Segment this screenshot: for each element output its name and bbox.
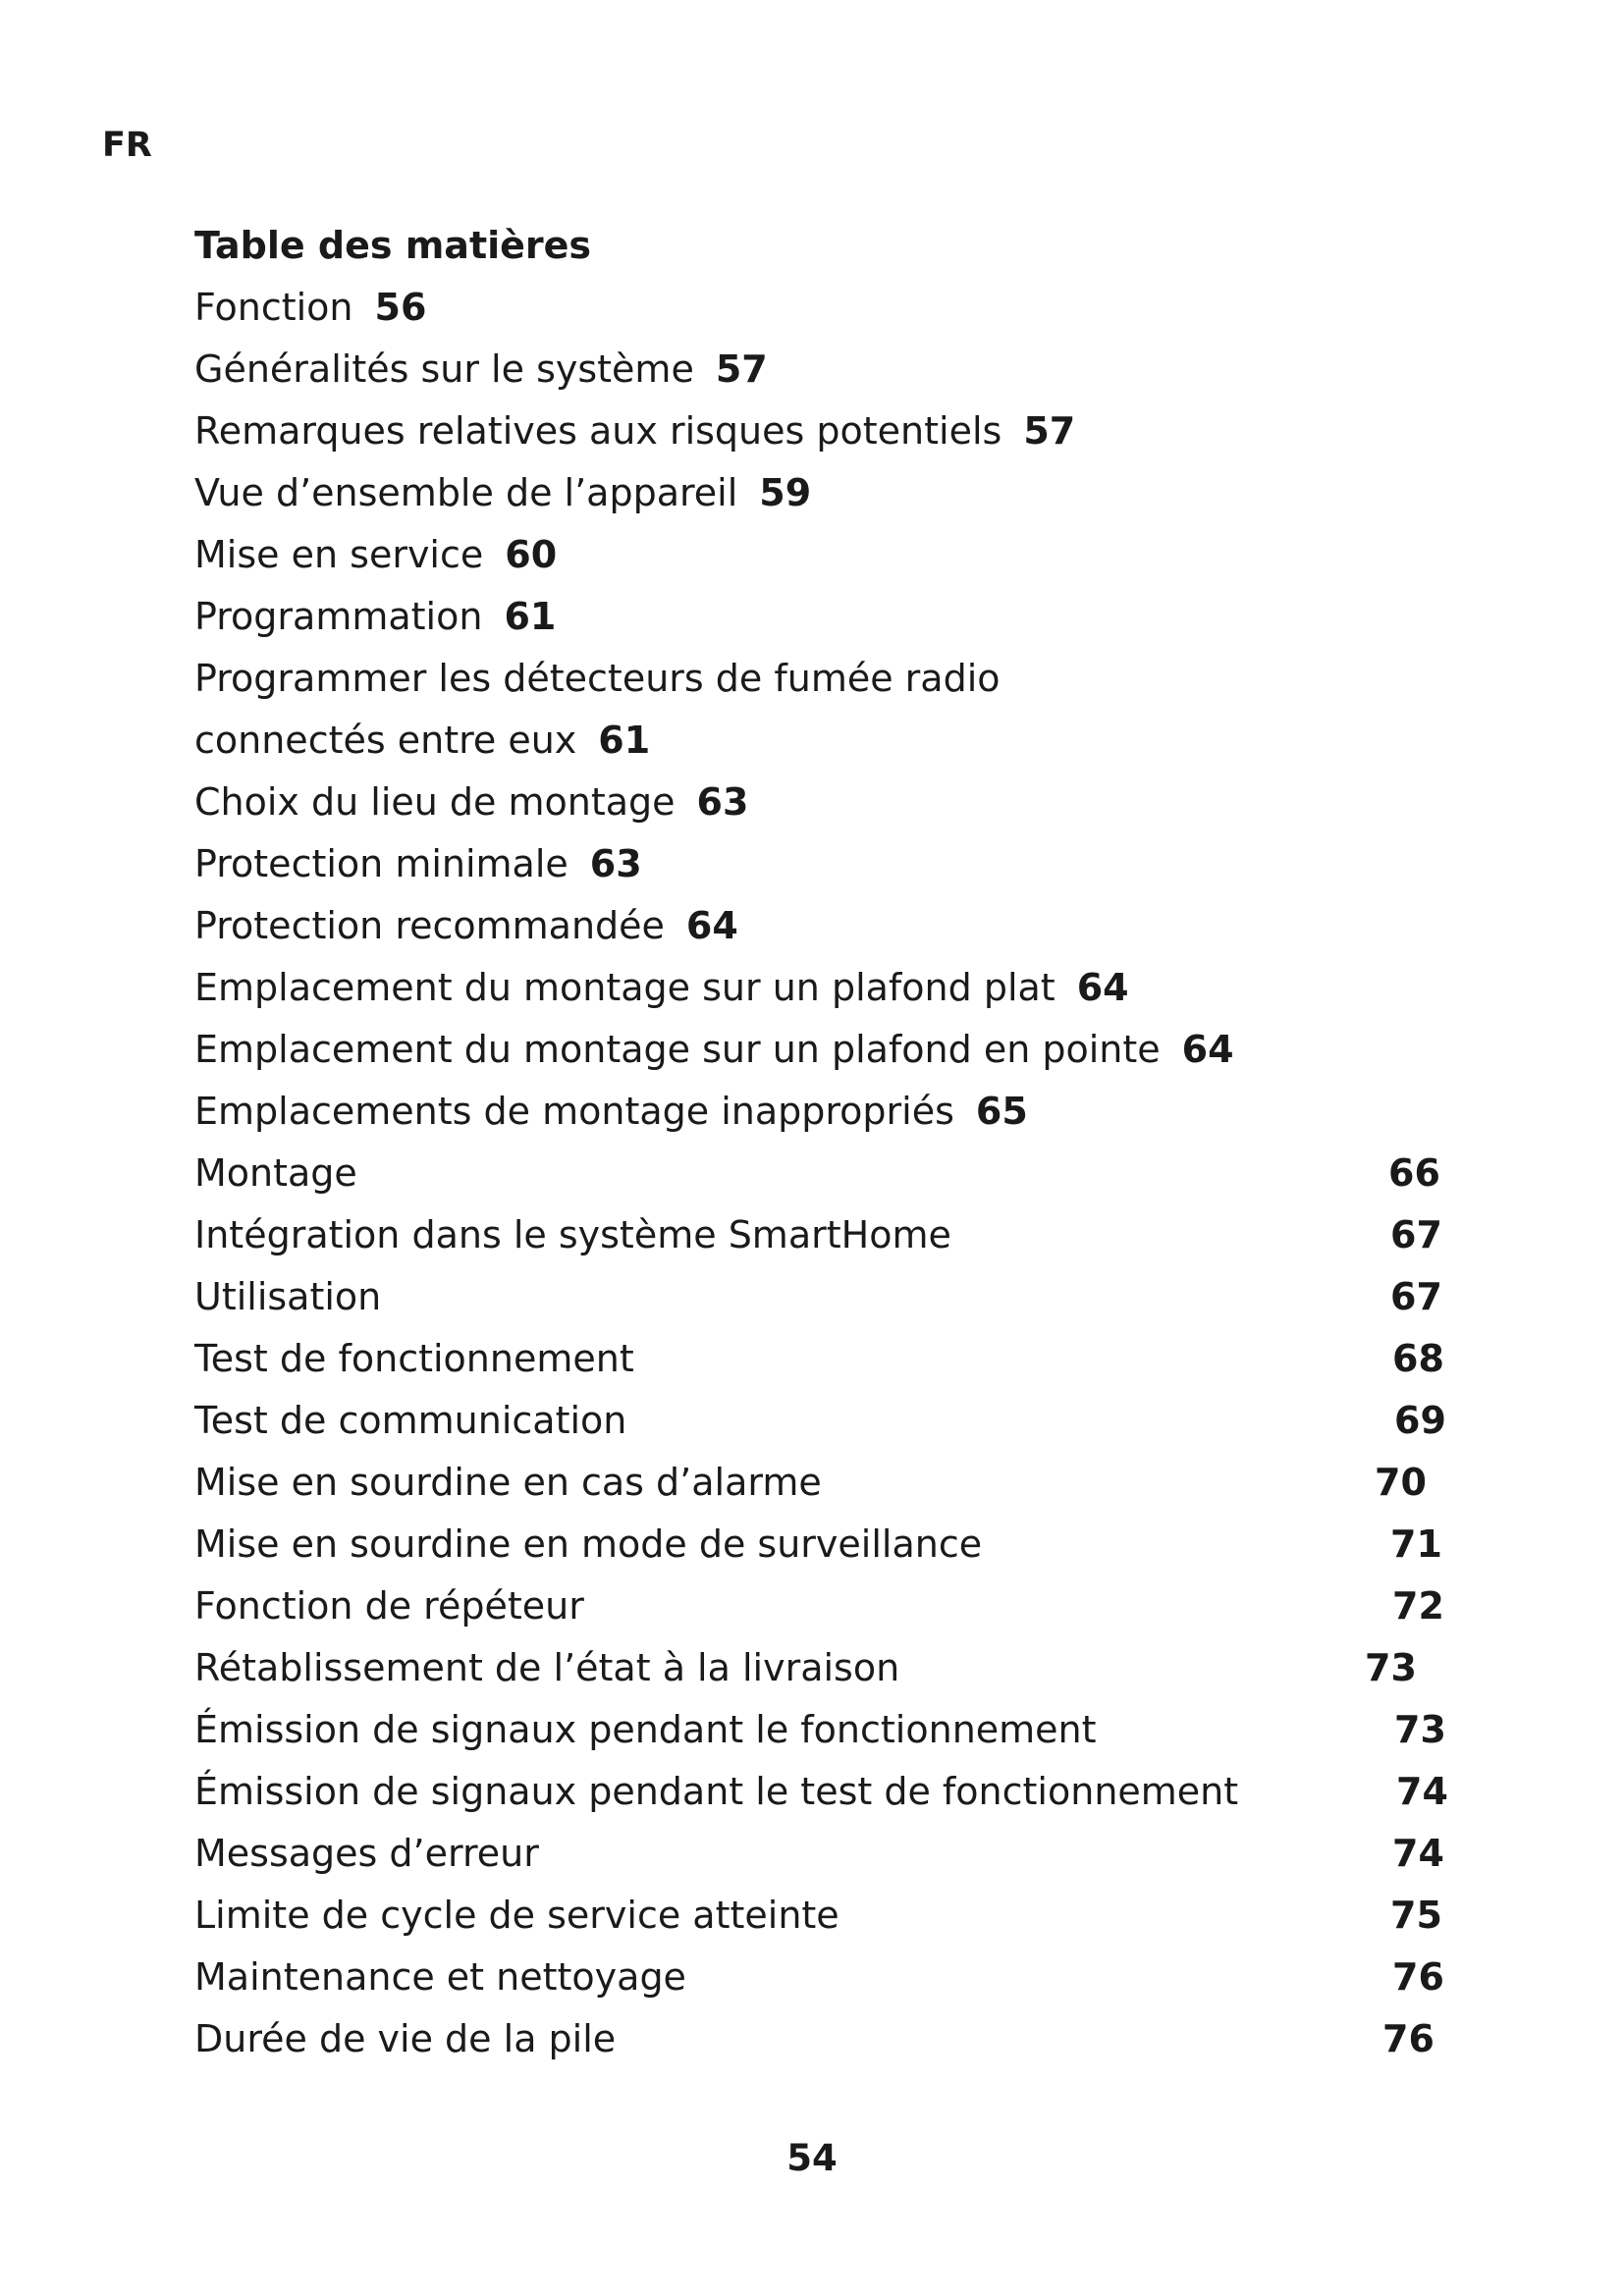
toc-entry-title: Mise en sourdine en cas d’alarme: [194, 1461, 822, 1504]
toc-entry-page: 68: [1392, 1337, 1444, 1380]
toc-entry[interactable]: [194, 339, 1490, 400]
toc-entry-page: 67: [1390, 1213, 1442, 1256]
toc-entry[interactable]: [194, 1019, 1490, 1081]
toc-entry-title: connectés entre eux: [194, 719, 577, 762]
toc-entry-page: 60: [505, 533, 558, 576]
toc-entry[interactable]: [194, 1823, 1490, 1885]
toc-entry-page: 57: [715, 347, 768, 391]
toc-entry-title: Vue d’ensemble de l’appareil: [194, 471, 738, 514]
toc-entry-title: Choix du lieu de montage: [194, 780, 676, 824]
toc-entry[interactable]: [194, 1081, 1490, 1143]
toc-entry-title: Mise en service: [194, 533, 484, 576]
toc-entry-title: Protection recommandée: [194, 904, 665, 947]
toc-entry[interactable]: [194, 277, 1490, 339]
toc-entry-title: Mise en sourdine en mode de surveillance: [194, 1522, 983, 1566]
toc-entry-page: 66: [1388, 1151, 1440, 1195]
toc-entry-title: Programmation: [194, 595, 483, 638]
toc-entry[interactable]: [194, 1390, 1490, 1452]
toc-entry[interactable]: [194, 1266, 1490, 1328]
toc-entry-page: 69: [1394, 1399, 1446, 1442]
toc-entry-title: Test de communication: [194, 1399, 627, 1442]
toc-entry-page: 61: [504, 595, 557, 638]
toc-entry[interactable]: [194, 772, 1490, 833]
toc-entry-page: 73: [1365, 1646, 1417, 1689]
toc-entry[interactable]: [194, 462, 1490, 524]
toc-entry-page: 64: [1076, 966, 1129, 1009]
toc-entry[interactable]: [194, 1143, 1490, 1204]
page-number: 54: [786, 2137, 838, 2179]
toc-entry[interactable]: [194, 2008, 1490, 2070]
toc-entry-line1[interactable]: [194, 648, 1490, 710]
toc-entry-title: Durée de vie de la pile: [194, 2017, 617, 2060]
toc-entry-page: 70: [1375, 1461, 1427, 1504]
toc-entry[interactable]: [194, 586, 1490, 648]
toc-entry[interactable]: [194, 1514, 1490, 1575]
toc-entry-title: Fonction de répéteur: [194, 1584, 584, 1628]
toc-entry[interactable]: [194, 895, 1490, 957]
toc-entry-title: Émission de signaux pendant le fonctionnement: [194, 1708, 1097, 1751]
toc-entry-title: Rétablissement de l’état à la livraison: [194, 1646, 900, 1689]
toc-entry[interactable]: [194, 524, 1490, 586]
toc-entry-page: 59: [759, 471, 812, 514]
toc-entry[interactable]: [194, 1452, 1490, 1514]
toc-entry[interactable]: [194, 833, 1490, 895]
toc-entry[interactable]: [194, 1885, 1490, 1947]
toc-entry[interactable]: [194, 1637, 1490, 1699]
toc-title: Table des matières: [194, 224, 592, 267]
toc-entry-page: 64: [1181, 1028, 1234, 1071]
toc-entry-line2[interactable]: [194, 710, 1490, 772]
toc-entry-title: Montage: [194, 1151, 357, 1195]
toc-entry-title: Programmer les détecteurs de fumée radio: [194, 657, 1001, 700]
toc-entry-page: 63: [696, 780, 749, 824]
toc-entry-title: Utilisation: [194, 1275, 382, 1318]
table-of-contents: [194, 215, 1490, 2070]
toc-entry-title: Intégration dans le système SmartHome: [194, 1213, 951, 1256]
toc-entry-title: Emplacement du montage sur un plafond en pointe: [194, 1028, 1161, 1071]
toc-entry-page: 74: [1396, 1770, 1448, 1813]
toc-entry-title: Protection minimale: [194, 842, 568, 885]
toc-entry-page: 61: [598, 719, 651, 762]
toc-entry[interactable]: [194, 1575, 1490, 1637]
toc-entry[interactable]: [194, 1204, 1490, 1266]
toc-entry-page: 72: [1392, 1584, 1444, 1628]
toc-entry-page: 56: [374, 286, 427, 329]
toc-entry-page: 67: [1390, 1275, 1442, 1318]
toc-entry[interactable]: [194, 1328, 1490, 1390]
toc-entry[interactable]: [194, 1761, 1490, 1823]
toc-entry-title: Émission de signaux pendant le test de fonctionnement: [194, 1770, 1239, 1813]
toc-entry-page: 73: [1394, 1708, 1446, 1751]
toc-entry[interactable]: [194, 1947, 1490, 2008]
toc-entry-title: Test de fonctionnement: [194, 1337, 634, 1380]
toc-entry-page: 76: [1392, 1955, 1444, 1999]
toc-entry-title: Emplacement du montage sur un plafond plat: [194, 966, 1056, 1009]
toc-entry-page: 75: [1390, 1894, 1442, 1937]
toc-entry-title: Fonction: [194, 286, 353, 329]
toc-entry-page: 65: [975, 1090, 1028, 1133]
toc-entry-title: Généralités sur le système: [194, 347, 694, 391]
toc-entry-title: Maintenance et nettoyage: [194, 1955, 686, 1999]
toc-entry[interactable]: [194, 1699, 1490, 1761]
toc-entry-title: Emplacements de montage inappropriés: [194, 1090, 954, 1133]
language-tag: FR: [102, 126, 152, 165]
toc-entry-page: 63: [589, 842, 642, 885]
toc-entry-page: 57: [1023, 409, 1076, 453]
toc-entry[interactable]: [194, 400, 1490, 462]
toc-entry-title: Limite de cycle de service atteinte: [194, 1894, 839, 1937]
toc-entry-page: 71: [1390, 1522, 1442, 1566]
toc-entry-page: 64: [685, 904, 738, 947]
toc-entry-title: Messages d’erreur: [194, 1832, 539, 1875]
toc-entry-title: Remarques relatives aux risques potentiels: [194, 409, 1002, 453]
toc-entry-page: 74: [1392, 1832, 1444, 1875]
toc-entry-page: 76: [1382, 2017, 1435, 2060]
toc-entry[interactable]: [194, 957, 1490, 1019]
